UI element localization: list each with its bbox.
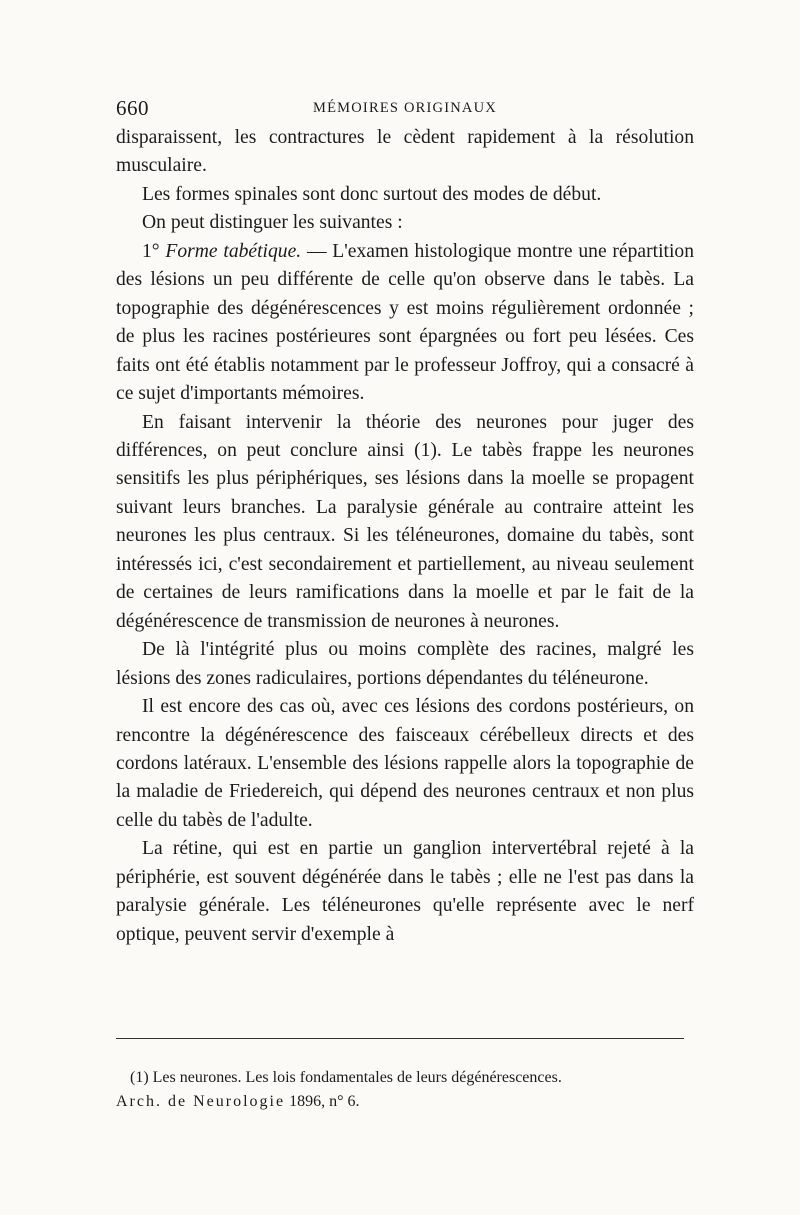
paragraph-continuation: disparaissent, les contractures le cèdent rapidement à la résolution musculaire.	[116, 127, 694, 177]
page-number: 660	[116, 95, 149, 120]
item-label: Forme tabétique.	[165, 240, 302, 262]
footnote-journal: Arch. de Neurologie	[116, 1093, 286, 1110]
footnote-ref: 1896, n° 6.	[285, 1093, 360, 1110]
paragraph-retine: La rétine, qui est en partie un ganglion intervertébral rejeté à la périphérie, est souvent dégénérée dans le tabès ; elle ne l'est pas dans la paralysie générale. Les téléneurones qu'elle représente avec le nerf optique, peuvent servir d'exemple à	[116, 838, 694, 945]
paragraph-distinguer: On peut distinguer les suivantes :	[142, 212, 403, 234]
footnote	[116, 1066, 694, 1114]
footnote-rule	[116, 1038, 684, 1039]
paragraph-formes-spinales: Les formes spinales sont donc surtout des modes de début.	[142, 183, 602, 205]
paragraph-neurones: En faisant intervenir la théorie des neurones pour juger des différences, on peut conclure ainsi (1). Le tabès frappe les neurones sensitifs les plus périphériques, ses lésions dans la moelle se propagent suivant leurs branches. La paralysie générale au contraire atteint les neurones les plus centraux. Si les téléneurones, domaine du tabès, sont intéressés ici, c'est secondairement et partiellement, au niveau seulement de certaines de leurs ramifications dans la moelle et par le fait de la dégénérescence de transmission de neurones à neurones.	[116, 411, 694, 632]
paragraph-integrite: De là l'intégrité plus ou moins complète des racines, malgré les lésions des zones radiculaires, portions dépendantes du téléneurone.	[116, 639, 694, 689]
paragraph-cordons: Il est encore des cas où, avec ces lésions des cordons postérieurs, on rencontre la dégénérescence des faisceaux cérébelleux directs et des cordons latéraux. L'ensemble des lésions rappelle alors la topographie de la maladie de Friedereich, qui dépend des neurones centraux et non plus celle du tabès de l'adulte.	[116, 696, 694, 831]
running-title: MÉMOIRES ORIGINAUX	[313, 99, 497, 116]
body-text	[116, 124, 694, 949]
item-text: — L'examen histologique montre une répartition des lésions un peu différente de celle qu'on observe dans le tabès. La topographie des dégénérescences y est moins régulièrement ordonnée ; de plus les racines postérieures sont épargnées ou fort peu lésées. Ces faits ont été établis notamment par le professeur Joffroy, qui a consacré à ce sujet d'importants mémoires.	[116, 240, 694, 405]
item-number: 1°	[142, 240, 160, 262]
footnote-reference	[116, 1090, 694, 1114]
paragraph-forme-tabetique	[116, 238, 694, 409]
page-header	[116, 92, 696, 124]
footnote-line: (1) Les neurones. Les lois fondamentales de leurs dégénérescences.	[130, 1069, 562, 1086]
